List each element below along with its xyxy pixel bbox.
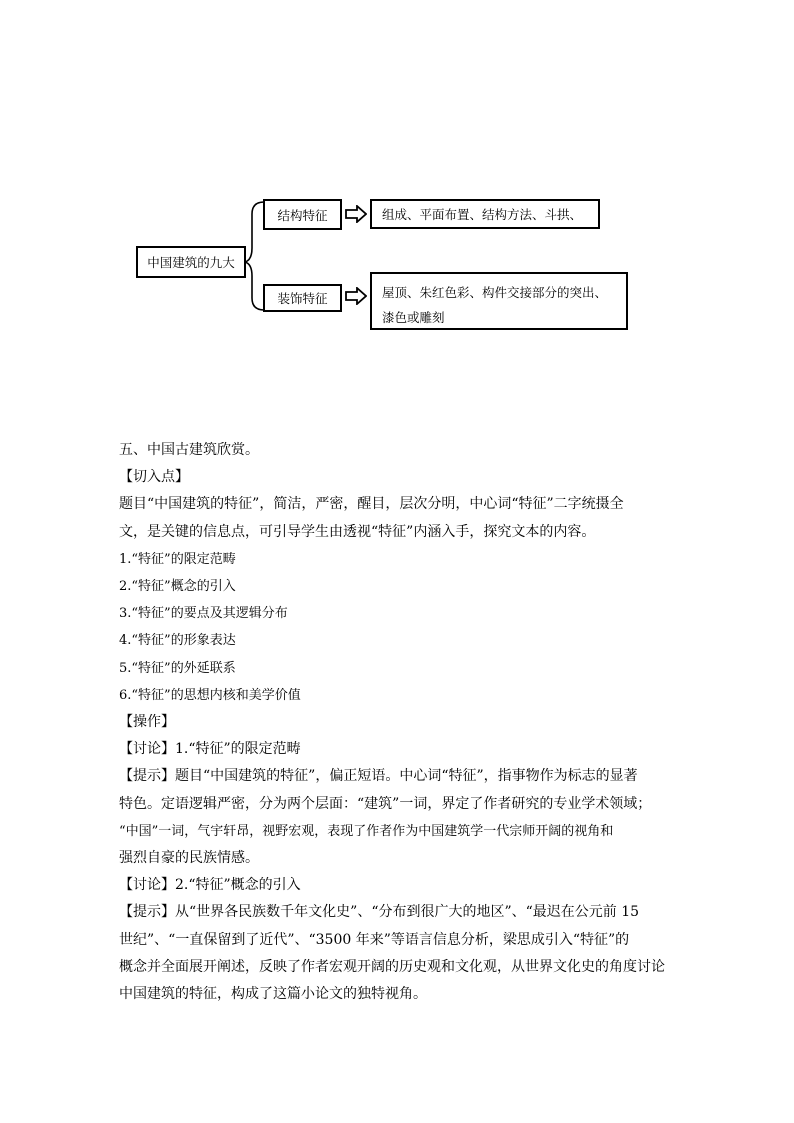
hint-2-line: 中国建筑的特征，构成了这篇小论文的独特视角。 bbox=[119, 986, 427, 1003]
hint-2-line: 【提示】从“世界各民族数千年文化史”、“分布到很广大的地区”、“最迟在公元前 15 bbox=[119, 904, 640, 921]
hint-2-line: 世纪”、“一直保留到了近代”、“3500 年来”等语言信息分析，梁思成引入“特征”的 bbox=[119, 931, 630, 948]
point-item: 3.“特征”的要点及其逻辑分布 bbox=[119, 606, 288, 622]
detail-box-structure bbox=[370, 199, 600, 229]
branch-box-structure bbox=[263, 199, 342, 230]
heading-entry-point: 【切入点】 bbox=[119, 469, 189, 486]
heading-operation: 【操作】 bbox=[119, 714, 175, 731]
detail-text-decoration: 屋顶、朱红色彩、构件交接部分的突出、漆色或雕刻 bbox=[382, 285, 608, 325]
diagram-root-box bbox=[136, 246, 246, 278]
detail-box-decoration bbox=[370, 272, 628, 330]
hint-2-line: 概念并全面展开阐述，反映了作者宏观开阔的历史观和文化观，从世界文化史的角度讨论 bbox=[119, 958, 665, 975]
branch-box-decoration bbox=[263, 284, 342, 312]
hint-1-line: 【提示】题目“中国建筑的特征”，偏正短语。中心词“特征”，指事物作为标志的显著 bbox=[119, 768, 638, 785]
hint-1-line: “中国”一词，气宇轩昂，视野宏观，表现了作者作为中国建筑学一代宗师开阔的视角和 bbox=[119, 823, 614, 839]
hint-1-line: 强烈自豪的民族情感。 bbox=[119, 850, 259, 867]
branch-label-structure: 结构特征 bbox=[277, 207, 328, 223]
double-arrow-right-icon bbox=[345, 205, 367, 223]
discussion-2: 【讨论】2.“特征”概念的引入 bbox=[119, 877, 301, 894]
point-item: 4.“特征”的形象表达 bbox=[119, 633, 236, 649]
hint-1-line: 特色。定语逻辑严密，分为两个层面：“建筑”一词，界定了作者研究的专业学术领域； bbox=[119, 795, 652, 812]
concept-diagram bbox=[0, 0, 794, 360]
double-arrow-right-icon bbox=[345, 287, 367, 305]
point-item: 2.“特征”概念的引入 bbox=[119, 579, 236, 595]
discussion-1: 【讨论】1.“特征”的限定范畴 bbox=[119, 741, 301, 758]
branch-label-decoration: 装饰特征 bbox=[277, 291, 328, 306]
section-title: 五、中国古建筑欣赏。 bbox=[119, 442, 259, 458]
diagram-root-label: 中国建筑的九大 bbox=[147, 255, 235, 270]
intro-line: 题目“中国建筑的特征”，简洁，严密，醒目，层次分明，中心词“特征”二字统摄全 bbox=[119, 496, 624, 513]
detail-text-structure: 组成、平面布置、结构方法、斗拱、 bbox=[382, 207, 583, 222]
point-item: 5.“特征”的外延联系 bbox=[119, 660, 236, 676]
point-item: 6.“特征”的思想内核和美学价值 bbox=[119, 687, 301, 703]
point-item: 1.“特征”的限定范畴 bbox=[119, 551, 236, 567]
document-body bbox=[119, 437, 679, 1008]
intro-line: 文，是关键的信息点，可引导学生由透视“特征”内涵入手，探究文本的内容。 bbox=[119, 523, 596, 540]
